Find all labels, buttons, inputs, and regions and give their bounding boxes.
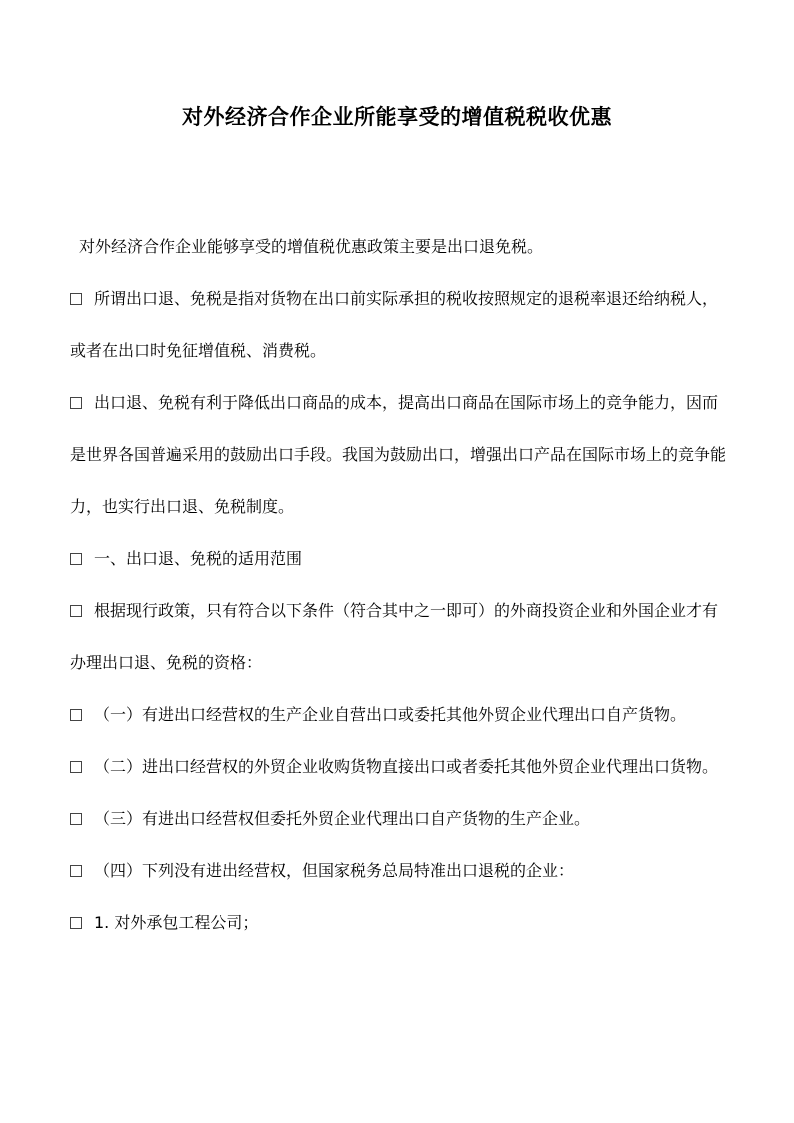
- checkbox-glyph-icon: [70, 709, 82, 721]
- checkbox-glyph-icon: [70, 553, 82, 565]
- list-item-condition-4: [70, 845, 730, 897]
- checkbox-glyph-icon: [70, 865, 82, 877]
- paragraph-text: 出口退、免税有利于降低出口商品的成本，提高出口商品在国际市场上的竞争能力，因而是世界各国普遍采用的鼓励出口手段。我国为鼓励出口，增强出口产品在国际市场上的竞争能力，也实行出口退、免税制度。: [70, 393, 727, 516]
- checkbox-glyph-icon: [70, 605, 82, 617]
- paragraph-text: （二）进出口经营权的外贸企业收购货物直接出口或者委托其他外贸企业代理出口货物。: [94, 757, 719, 776]
- document-body: [70, 221, 730, 949]
- intro-paragraph: 对外经济合作企业能够享受的增值税优惠政策主要是出口退免税。: [79, 237, 544, 256]
- checkbox-glyph-icon: [70, 397, 82, 409]
- paragraph-text: （一）有进出口经营权的生产企业自营出口或委托其他外贸企业代理出口自产货物。: [94, 705, 687, 724]
- paragraph-definition: [70, 273, 730, 377]
- checkbox-glyph-icon: [70, 761, 82, 773]
- list-item-condition-1: [70, 689, 730, 741]
- checkbox-glyph-icon: [70, 813, 82, 825]
- paragraph-text: （四）下列没有进出经营权，但国家税务总局特准出口退税的企业：: [94, 861, 575, 880]
- paragraph-text: 根据现行政策，只有符合以下条件（符合其中之一即可）的外商投资企业和外国企业才有办理出口退、免税的资格：: [70, 601, 719, 672]
- document-title: 对外经济合作企业所能享受的增值税税收优惠: [182, 105, 612, 129]
- paragraph-text: 1. 对外承包工程公司；: [94, 913, 259, 932]
- list-item-condition-2: [70, 741, 730, 793]
- list-item-subcondition-1: [70, 897, 730, 949]
- paragraph-benefit: [70, 377, 730, 533]
- checkbox-glyph-icon: [70, 293, 82, 305]
- paragraph-text: 所谓出口退、免税是指对货物在出口前实际承担的税收按照规定的退税率退还给纳税人，或者在出口时免征增值税、消费税。: [70, 289, 719, 360]
- checkbox-glyph-icon: [70, 917, 82, 929]
- list-item-condition-3: [70, 793, 730, 845]
- paragraph-eligibility: [70, 585, 730, 689]
- section-heading-scope: [70, 533, 730, 585]
- paragraph-text: 一、出口退、免税的适用范围: [94, 549, 303, 568]
- paragraph-text: （三）有进出口经营权但委托外贸企业代理出口自产货物的生产企业。: [94, 809, 591, 828]
